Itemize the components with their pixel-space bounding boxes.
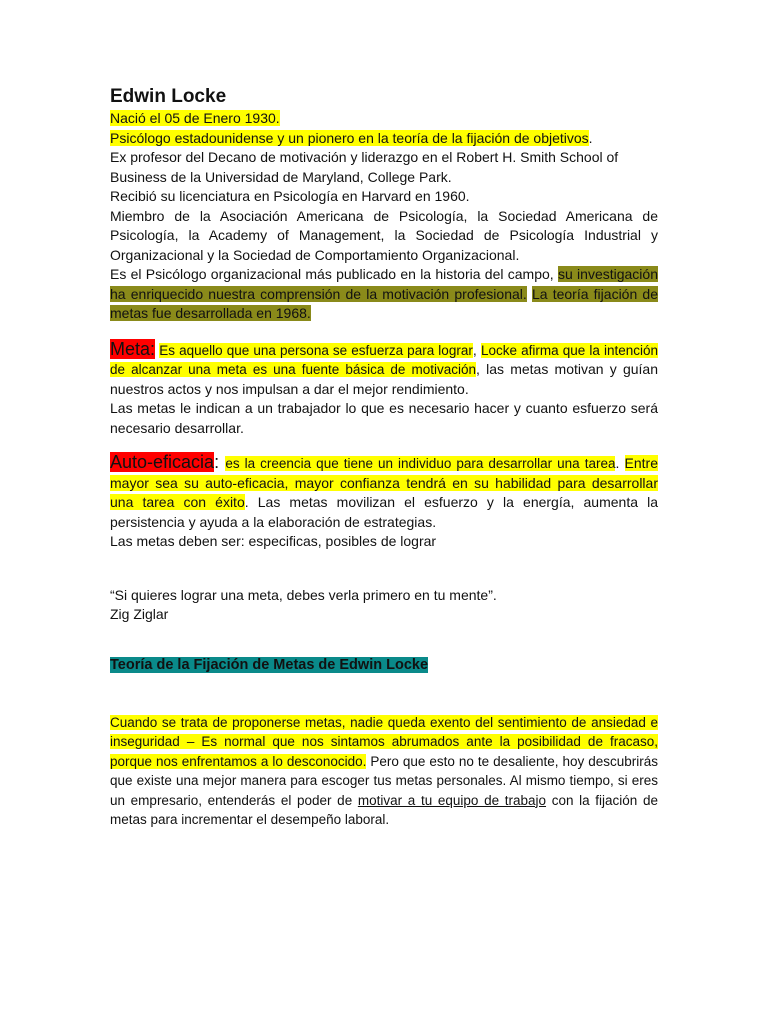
quote-author: Zig Ziglar	[110, 606, 169, 622]
meta-rest: , las metas motivan y guían nuestros actos y nos impulsan a dar el mejor rendimiento.	[110, 361, 658, 397]
theory-highlight: La teoría fijación de metas fue desarrollada en 1968.	[110, 285, 658, 321]
team-motivation-link[interactable]: motivar a tu equipo de trabajo	[357, 792, 547, 808]
auto-goals: Las metas deben ser: especificas, posibles de lograr	[110, 533, 437, 549]
closing-highlight: Cuando se trata de proponerse metas, nadie queda exento del sentimiento de ansiedad e inseguridad – Es normal que nos sintamos abrumados ante la posibilidad de fracaso, porque nos enfrentamos a lo desconocido.	[110, 714, 658, 769]
intro-professor: Ex profesor del Decano de motivación y liderazgo en el Robert H. Smith School of Business de la Universidad de Maryland, College Park.	[110, 149, 619, 185]
meta-paragraph-2: Las metas le indican a un trabajador lo que es necesario hacer y cuanto esfuerzo será necesario desarrollar.	[110, 400, 658, 436]
closing-part1: Pero que esto no te desaliente, hoy descubrirás que existe una mejor manera para escoger tus metas personales. Al mismo tiempo, si eres un empresario, entenderás el poder de	[110, 753, 659, 808]
research-highlight: su investigación ha enriquecido nuestra comprensión de la motivación profesional.	[110, 266, 658, 302]
published-text: Es el Psicólogo organizacional más publicado en la historia del campo,	[110, 266, 558, 282]
intro-member: Miembro de la Asociación Americana de Psicología, la Sociedad Americana de Psicología, la Academy of Management, la Sociedad de Psicología Industrial y Organizacional y la Sociedad de Comportamiento Organizacional.	[110, 207, 658, 263]
intro-pioneer	[110, 129, 658, 149]
auto-paragraph	[110, 451, 658, 532]
intro-published	[110, 265, 658, 324]
meta-paragraph	[110, 338, 658, 400]
closing-part2: con la fijación de metas para incrementar el desempeño laboral.	[110, 792, 658, 827]
meta-label: Meta:	[110, 338, 156, 359]
auto-colon: :	[214, 452, 226, 472]
section-heading	[110, 655, 658, 675]
section-heading-highlight: Teoría de la Fijación de Metas de Edwin Locke	[110, 656, 429, 673]
page-title: Edwin Locke	[110, 86, 227, 107]
meta-locke-highlight: Locke afirma que la intención de alcanzar una meta es una fuente básica de motivación	[110, 342, 658, 377]
closing-paragraph	[110, 713, 658, 830]
auto-label: Auto-eficacia	[110, 452, 215, 472]
auto-dot: .	[615, 455, 625, 471]
meta-comma: ,	[472, 341, 481, 358]
born-highlight: Nació el 05 de Enero 1930.	[110, 110, 280, 126]
intro-born	[110, 109, 658, 129]
intro-degree: Recibió su licenciatura en Psicología en Harvard en 1960.	[110, 188, 470, 204]
pioneer-highlight: Psicólogo estadounidense y un pionero en la teoría de la fijación de objetivos	[110, 129, 589, 146]
auto-definition-highlight: es la creencia que tiene un individuo para desarrollar una tarea	[225, 456, 616, 471]
meta-definition-highlight: Es aquello que una persona se esfuerza para lograr	[159, 342, 473, 358]
document-page	[110, 85, 658, 830]
auto-rest: . Las metas movilizan el esfuerzo y la energía, aumenta la persistencia y ayuda a la elaboración de estrategias.	[110, 494, 658, 530]
auto-confidence-highlight: Entre mayor sea su auto-eficacia, mayor confianza tendrá en su habilidad para desarrollar una tarea con éxito	[110, 455, 658, 510]
pioneer-end: .	[588, 129, 593, 146]
quote-text: “Si quieres lograr una meta, debes verla primero en tu mente”.	[110, 586, 497, 603]
